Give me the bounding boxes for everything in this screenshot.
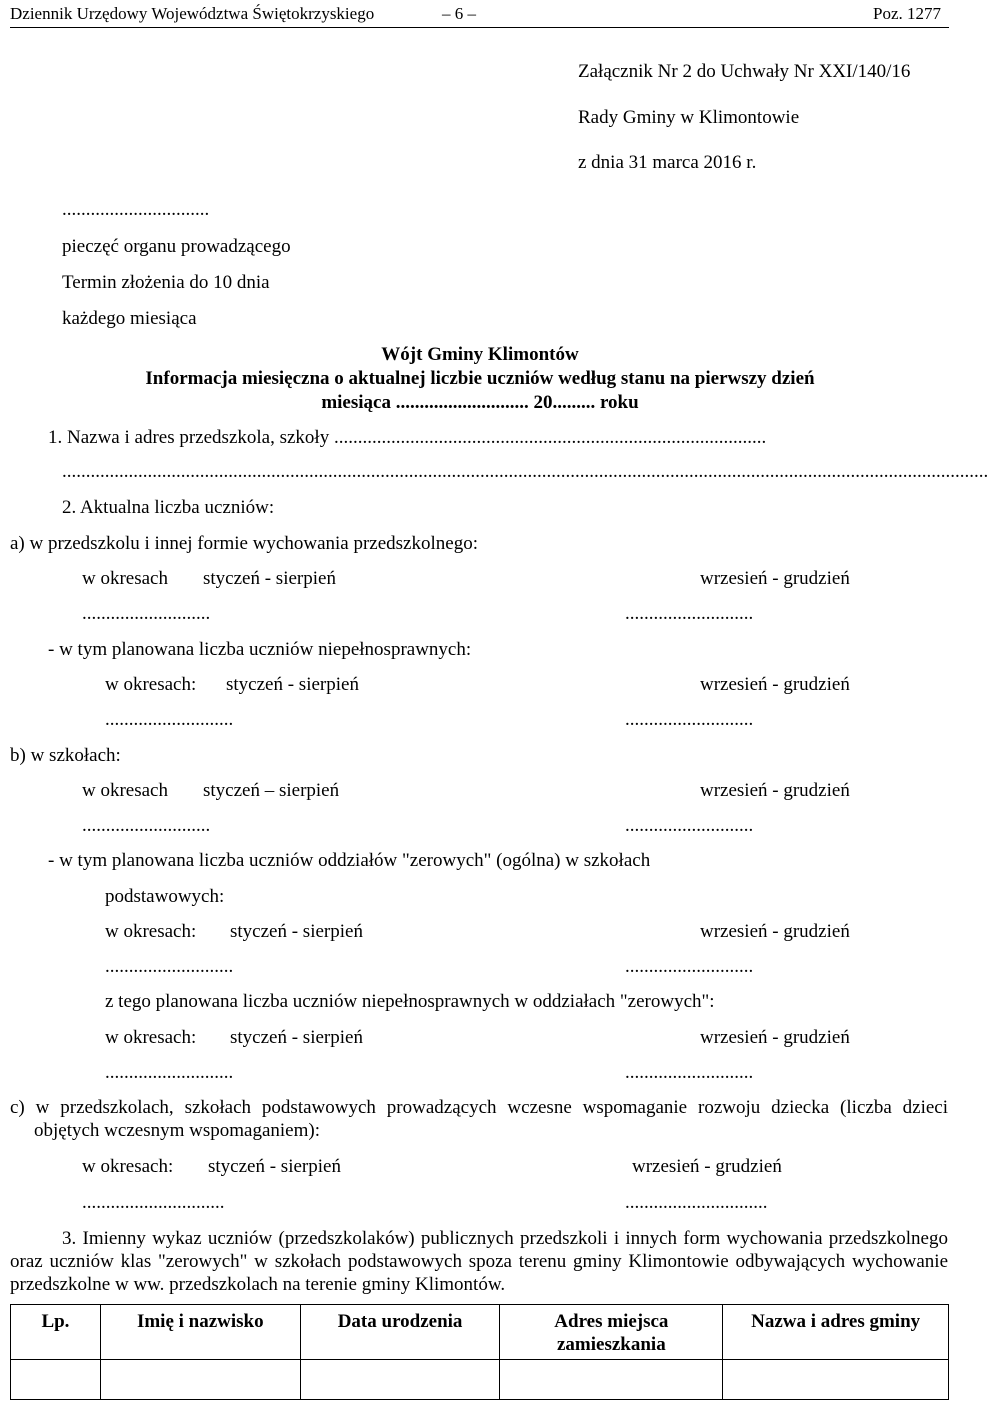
- title-line-2: Informacja miesięczna o aktualnej liczbie uczniów według stanu na pierwszy dzień: [145, 368, 815, 389]
- a-dots-1: ...........................: [82, 603, 211, 624]
- section-1-dots: ...................................................................................................................................................................................................: [62, 461, 988, 482]
- b-sub2-prefix: w okresach:: [105, 1027, 197, 1048]
- table-row: [11, 1360, 949, 1400]
- annex-line-1: Załącznik Nr 2 do Uchwały Nr XXI/140/16: [578, 61, 911, 82]
- table-cell: [100, 1360, 300, 1400]
- annex-line-2: Rady Gminy w Klimontowie: [578, 107, 800, 128]
- b-sub-period-1: styczeń - sierpień: [230, 921, 363, 942]
- b-sub-prefix: w okresach:: [105, 921, 197, 942]
- a-period-1: styczeń - sierpień: [203, 568, 336, 589]
- b-period-1: styczeń – sierpień: [203, 780, 340, 801]
- a-period-2: wrzesień - grudzień: [700, 568, 850, 589]
- c-prefix: w okresach:: [82, 1156, 174, 1177]
- a-sub-dots-2: ...........................: [625, 709, 754, 730]
- c-dots-2: ..............................: [625, 1192, 768, 1213]
- subsection-c-label: [10, 1096, 948, 1142]
- b-sub2-period-2: wrzesień - grudzień: [700, 1027, 850, 1048]
- b-sub-dots-2: ...........................: [625, 956, 754, 977]
- section-1-label: 1. Nazwa i adres przedszkola, szkoły ...........................................................................................: [48, 427, 767, 448]
- subsection-c-text: c) w przedszkolach, szkołach podstawowych prowadzących wczesne wspomaganie rozwoju dziecka (liczba dzieci objętych wczesnym wspomaganiem):: [10, 1097, 948, 1141]
- a-sub-period-1: styczeń - sierpień: [226, 674, 359, 695]
- deadline-line-2: każdego miesiąca: [62, 308, 197, 329]
- journal-title: Dziennik Urzędowy Województwa Świętokrzyskiego: [10, 4, 375, 23]
- annex-line-3: z dnia 31 marca 2016 r.: [578, 152, 757, 173]
- section-3-text: 3. Imienny wykaz uczniów (przedszkolaków) publicznych przedszkoli i innych form wychowania przedszkolnego oraz uczniów klas "zerowych" w szkołach podstawowych spoza terenu gminy Klimontowie odbywających wychowanie przedszkolne w ww. przedszkolach na terenie gminy Klimontów.: [10, 1228, 948, 1295]
- header-name: Imię i nazwisko: [100, 1305, 300, 1360]
- table-cell: [11, 1360, 101, 1400]
- b-sub2-label: z tego planowana liczba uczniów niepełnosprawnych w oddziałach "zerowych":: [105, 991, 715, 1012]
- a-sub-prefix: w okresach:: [105, 674, 197, 695]
- table-cell: [723, 1360, 949, 1400]
- deadline-line-1: Termin złożenia do 10 dnia: [62, 272, 270, 293]
- b-sub2-period-1: styczeń - sierpień: [230, 1027, 363, 1048]
- b-sub-period-2: wrzesień - grudzień: [700, 921, 850, 942]
- c-period-2: wrzesień - grudzień: [632, 1156, 782, 1177]
- a-sub-period-2: wrzesień - grudzień: [700, 674, 850, 695]
- page-number: – 6 –: [442, 4, 476, 23]
- stamp-label: pieczęć organu prowadzącego: [62, 236, 291, 257]
- position-number: Poz. 1277: [873, 4, 941, 23]
- b-dots-2: ...........................: [625, 815, 754, 836]
- table-cell: [500, 1360, 723, 1400]
- b-period-2: wrzesień - grudzień: [700, 780, 850, 801]
- c-dots-1: ..............................: [82, 1192, 225, 1213]
- header-address: Adres miejsca zamieszkania: [500, 1305, 723, 1360]
- table-header-row: [11, 1305, 949, 1360]
- students-table: [10, 1304, 949, 1400]
- header-rule: [10, 27, 949, 28]
- c-period-1: styczeń - sierpień: [208, 1156, 341, 1177]
- b-sub2-dots-2: ...........................: [625, 1062, 754, 1083]
- a-sub-dots-1: ...........................: [105, 709, 234, 730]
- stamp-dots: ...............................: [62, 199, 210, 220]
- a-period-prefix: w okresach: [82, 568, 168, 589]
- b-period-prefix: w okresach: [82, 780, 168, 801]
- header-birth-date: Data urodzenia: [300, 1305, 500, 1360]
- title-line-3: miesiąca ............................ 20......... roku: [321, 392, 639, 413]
- section-2-label: 2. Aktualna liczba uczniów:: [62, 497, 275, 518]
- subsection-b-label: b) w szkołach:: [10, 745, 121, 766]
- b-sub-label: - w tym planowana liczba uczniów oddziałów "zerowych" (ogólna) w szkołach: [48, 850, 651, 871]
- a-sub-label: - w tym planowana liczba uczniów niepełnosprawnych:: [48, 639, 472, 660]
- b-sub-label-2: podstawowych:: [105, 886, 225, 907]
- subsection-a-label: a) w przedszkolu i innej formie wychowania przedszkolnego:: [10, 533, 478, 554]
- b-sub2-dots-1: ...........................: [105, 1062, 234, 1083]
- header-lp: Lp.: [11, 1305, 101, 1360]
- header-municipality: Nazwa i adres gminy: [723, 1305, 949, 1360]
- a-dots-2: ...........................: [625, 603, 754, 624]
- b-sub-dots-1: ...........................: [105, 956, 234, 977]
- title-line-1: Wójt Gminy Klimontów: [381, 344, 579, 365]
- table-cell: [300, 1360, 500, 1400]
- b-dots-1: ...........................: [82, 815, 211, 836]
